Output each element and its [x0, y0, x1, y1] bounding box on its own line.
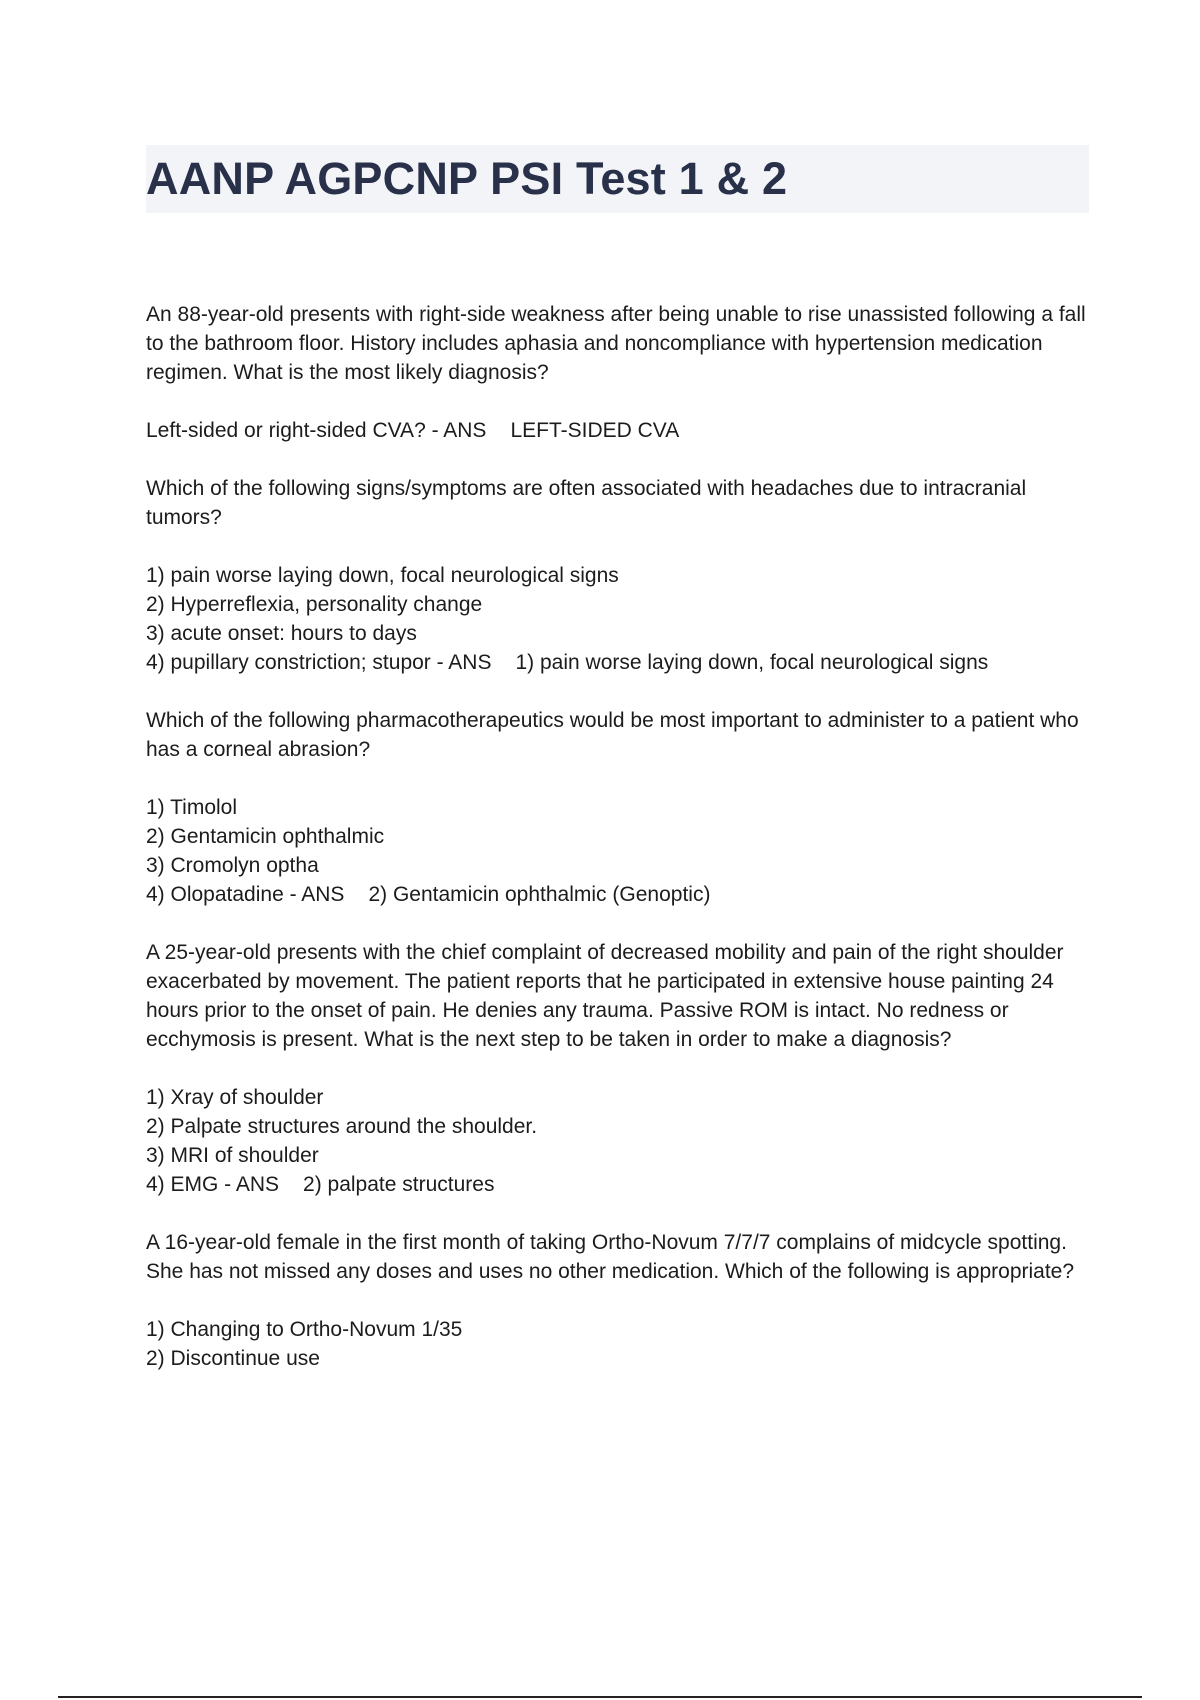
question-2-option-3: 3) acute onset: hours to days	[146, 622, 417, 645]
question-4-option-4: 4) EMG - ANS	[146, 1173, 280, 1196]
question-3-option-4-line	[146, 880, 1096, 909]
question-1-answer-line	[146, 416, 1096, 445]
question-4-answer: 2) palpate structures	[303, 1173, 495, 1196]
question-3-option-3: 3) Cromolyn optha	[146, 854, 319, 877]
question-4-stem: A 25-year-old presents with the chief complaint of decreased mobility and pain of the right shoulder exacerbated by movement. The patient reports that he participated in extensive house painting 24 hours prior to the onset of pain. He denies any trauma. Passive ROM is intact. No redness or ecchymosis is present. What is the next step to be taken in order to make a diagnosis?	[146, 941, 1064, 1051]
question-4-option-1: 1) Xray of shoulder	[146, 1086, 324, 1109]
question-2-option-4: 4) pupillary constriction; stupor - ANS	[146, 651, 492, 674]
question-3-option-1: 1) Timolol	[146, 796, 238, 819]
question-1-answer: LEFT-SIDED CVA	[510, 419, 680, 442]
question-3-option-2: 2) Gentamicin ophthalmic	[146, 825, 385, 848]
question-2-stem: Which of the following signs/symptoms are often associated with headaches due to intracranial tumors?	[146, 477, 1027, 529]
question-5-stem: A 16-year-old female in the first month of taking Ortho-Novum 7/7/7 complains of midcycle spotting. She has not missed any doses and uses no other medication. Which of the following is appropriate?	[146, 1231, 1075, 1283]
document-body	[146, 300, 1096, 1373]
question-4-option-3: 3) MRI of shoulder	[146, 1144, 319, 1167]
question-5-option-1: 1) Changing to Ortho-Novum 1/35	[146, 1318, 463, 1341]
question-4-option-2: 2) Palpate structures around the shoulder.	[146, 1115, 538, 1138]
question-1-prompt: Left-sided or right-sided CVA? - ANS	[146, 419, 487, 442]
question-3-option-4: 4) Olopatadine - ANS	[146, 883, 345, 906]
question-4-option-4-line	[146, 1170, 1096, 1199]
question-2-option-2: 2) Hyperreflexia, personality change	[146, 593, 483, 616]
question-2-option-1: 1) pain worse laying down, focal neurological signs	[146, 564, 619, 587]
question-3-answer: 2) Gentamicin ophthalmic (Genoptic)	[368, 883, 711, 906]
question-2-option-4-line	[146, 648, 1096, 677]
question-3-stem: Which of the following pharmacotherapeutics would be most important to administer to a patient who has a corneal abrasion?	[146, 709, 1079, 761]
document-title: AANP AGPCNP PSI Test 1 & 2	[146, 153, 788, 204]
question-5-option-2: 2) Discontinue use	[146, 1347, 320, 1370]
question-2-answer: 1) pain worse laying down, focal neurological signs	[515, 651, 989, 674]
question-1-stem: An 88-year-old presents with right-side weakness after being unable to rise unassisted following a fall to the bathroom floor. History includes aphasia and noncompliance with hypertension medication regimen. What is the most likely diagnosis?	[146, 303, 1086, 384]
page-bottom-rule	[58, 1696, 1142, 1698]
